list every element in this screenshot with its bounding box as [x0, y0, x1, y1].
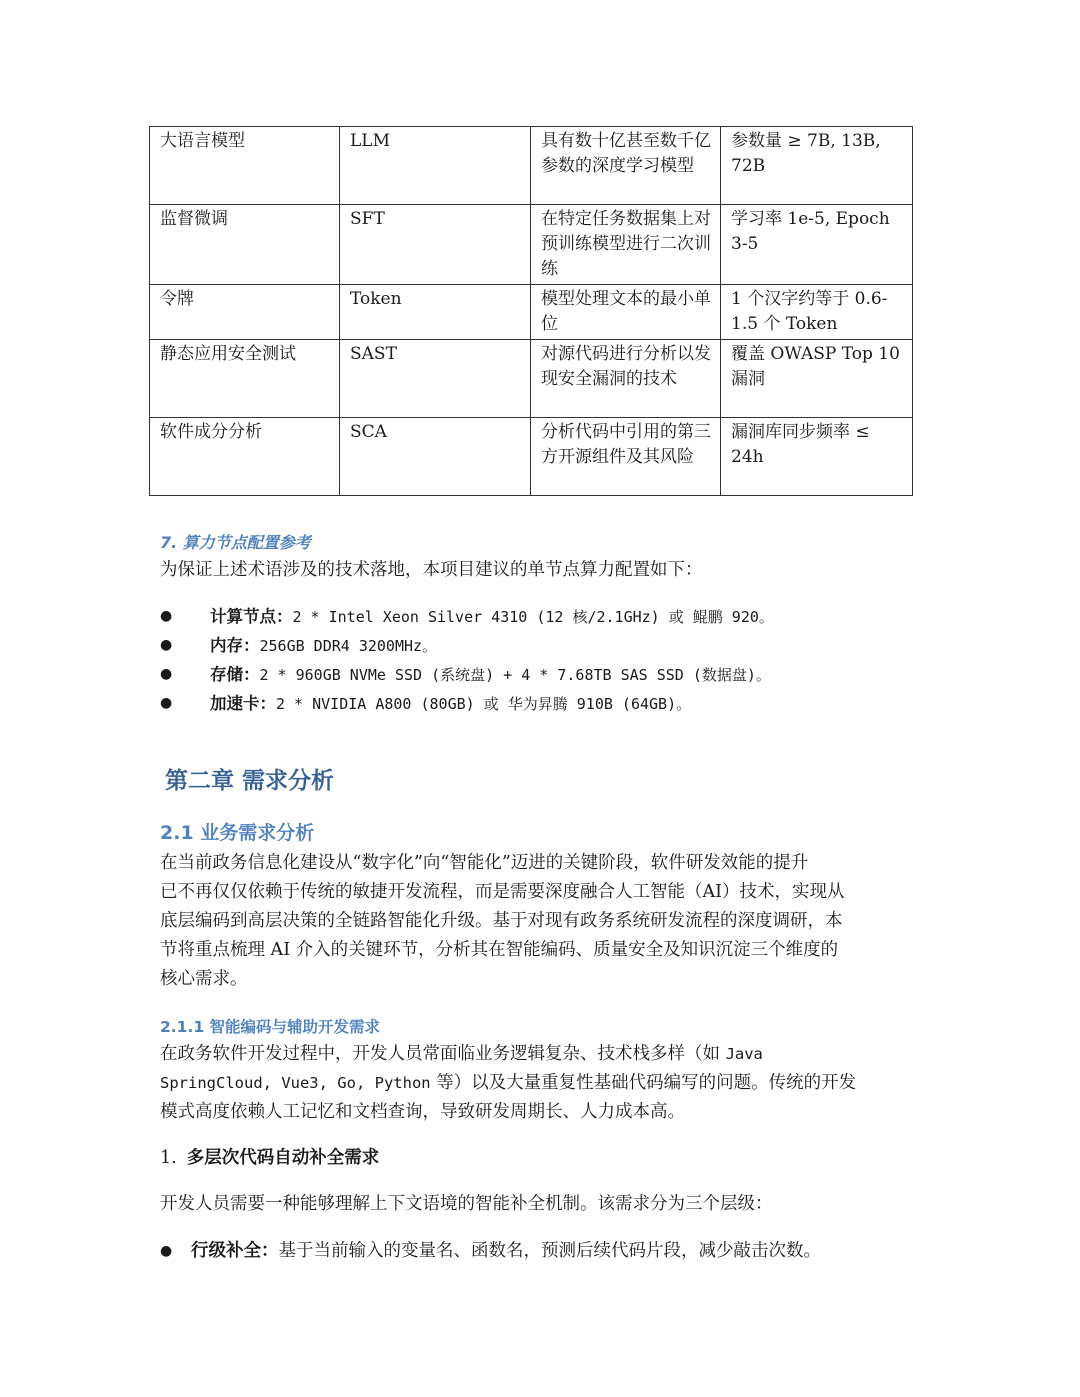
list-item: ● 内存：256GB DDR4 3200MHz。: [160, 631, 920, 660]
table-cell-param: 漏洞库同步频率 ≤ 24h: [721, 418, 913, 496]
table-cell-abbr: Token: [340, 285, 531, 340]
table-row: [150, 127, 913, 205]
table-row: [150, 340, 913, 418]
terminology-table: [149, 126, 913, 496]
table-cell-abbr: SFT: [340, 205, 531, 285]
table-row: [150, 418, 913, 496]
list-item: ● 存储：2 * 960GB NVMe SSD (系统盘) + 4 * 7.68TB SAS SSD (数据盘)。: [160, 660, 920, 689]
table-cell-desc: 具有数十亿甚至数千亿参数的深度学习模型: [531, 127, 721, 205]
table-cell-term: 软件成分分析: [150, 418, 340, 496]
bullet-icon: ●: [160, 1243, 173, 1259]
levels-intro: 开发人员需要一种能够理解上下文语境的智能补全机制。该需求分为三个层级：: [160, 1194, 773, 1214]
list-item: ● 行级补全：基于当前输入的变量名、函数名，预测后续代码片段，减少敲击次数。: [160, 1237, 920, 1266]
table-cell-abbr: SAST: [340, 340, 531, 418]
table-cell-term: 大语言模型: [150, 127, 340, 205]
table-cell-desc: 模型处理文本的最小单位: [531, 285, 721, 340]
chapter-title: 第二章 需求分析: [165, 768, 335, 794]
table-cell-abbr: LLM: [340, 127, 531, 205]
table-cell-param: 参数量 ≥ 7B, 13B, 72B: [721, 127, 913, 205]
smart-coding-heading: 2.1.1 智能编码与辅助开发需求: [160, 1018, 381, 1036]
smart-coding-paragraph: 在政务软件开发过程中，开发人员常面临业务逻辑复杂、技术栈多样（如 Java SpringCloud, Vue3, Go, Python 等）以及大量重复性基础代码编写的问题。传统的开发 模式高度依赖人工记忆和文档查询，导致研发周期长、人力成本高。: [160, 1044, 857, 1122]
business-requirements-heading: 2.1 业务需求分析: [160, 822, 315, 844]
table-cell-term: 令牌: [150, 285, 340, 340]
list-item: ● 计算节点：2 * Intel Xeon Silver 4310 (12 核/2.1GHz) 或 鲲鹏 920。: [160, 602, 920, 631]
table-cell-term: 静态应用安全测试: [150, 340, 340, 418]
table-row: [150, 285, 913, 340]
bullet-icon: ●: [160, 608, 173, 624]
table-cell-term: 监督微调: [150, 205, 340, 285]
item-heading: 1. 多层次代码自动补全需求: [160, 1148, 380, 1168]
compute-intro: 为保证上述术语涉及的技术落地，本项目建议的单节点算力配置如下：: [160, 560, 703, 580]
table-cell-desc: 分析代码中引用的第三方开源组件及其风险: [531, 418, 721, 496]
bullet-icon: ●: [160, 695, 173, 711]
compute-config-heading: 7. 算力节点配置参考: [160, 533, 311, 552]
table-cell-param: 覆盖 OWASP Top 10 漏洞: [721, 340, 913, 418]
table-cell-desc: 在特定任务数据集上对预训练模型进行二次训练: [531, 205, 721, 285]
table-cell-param: 1 个汉字约等于 0.6-1.5 个 Token: [721, 285, 913, 340]
table-cell-abbr: SCA: [340, 418, 531, 496]
table-cell-desc: 对源代码进行分析以发现安全漏洞的技术: [531, 340, 721, 418]
bullet-icon: ●: [160, 666, 173, 682]
levels-list: [160, 1237, 920, 1266]
business-paragraph: 在当前政务信息化建设从“数字化”向“智能化”迈进的关键阶段，软件研发效能的提升 已不再仅仅依赖于传统的敏捷开发流程，而是需要深度融合人工智能（AI）技术，实现从 底层编码到高层决策的全链路智能化升级。基于对现有政务系统研发流程的深度调研，本 节将重点梳理 AI 介入的关键环节，分析其在智能编码、质量安全及知识沉淀三个维度的 核心需求。: [160, 853, 845, 989]
bullet-icon: ●: [160, 637, 173, 653]
compute-spec-list: [160, 602, 920, 718]
table-row: [150, 205, 913, 285]
list-item: ● 加速卡：2 * NVIDIA A800 (80GB) 或 华为昇腾 910B (64GB)。: [160, 689, 920, 718]
table-cell-param: 学习率 1e-5, Epoch 3-5: [721, 205, 913, 285]
